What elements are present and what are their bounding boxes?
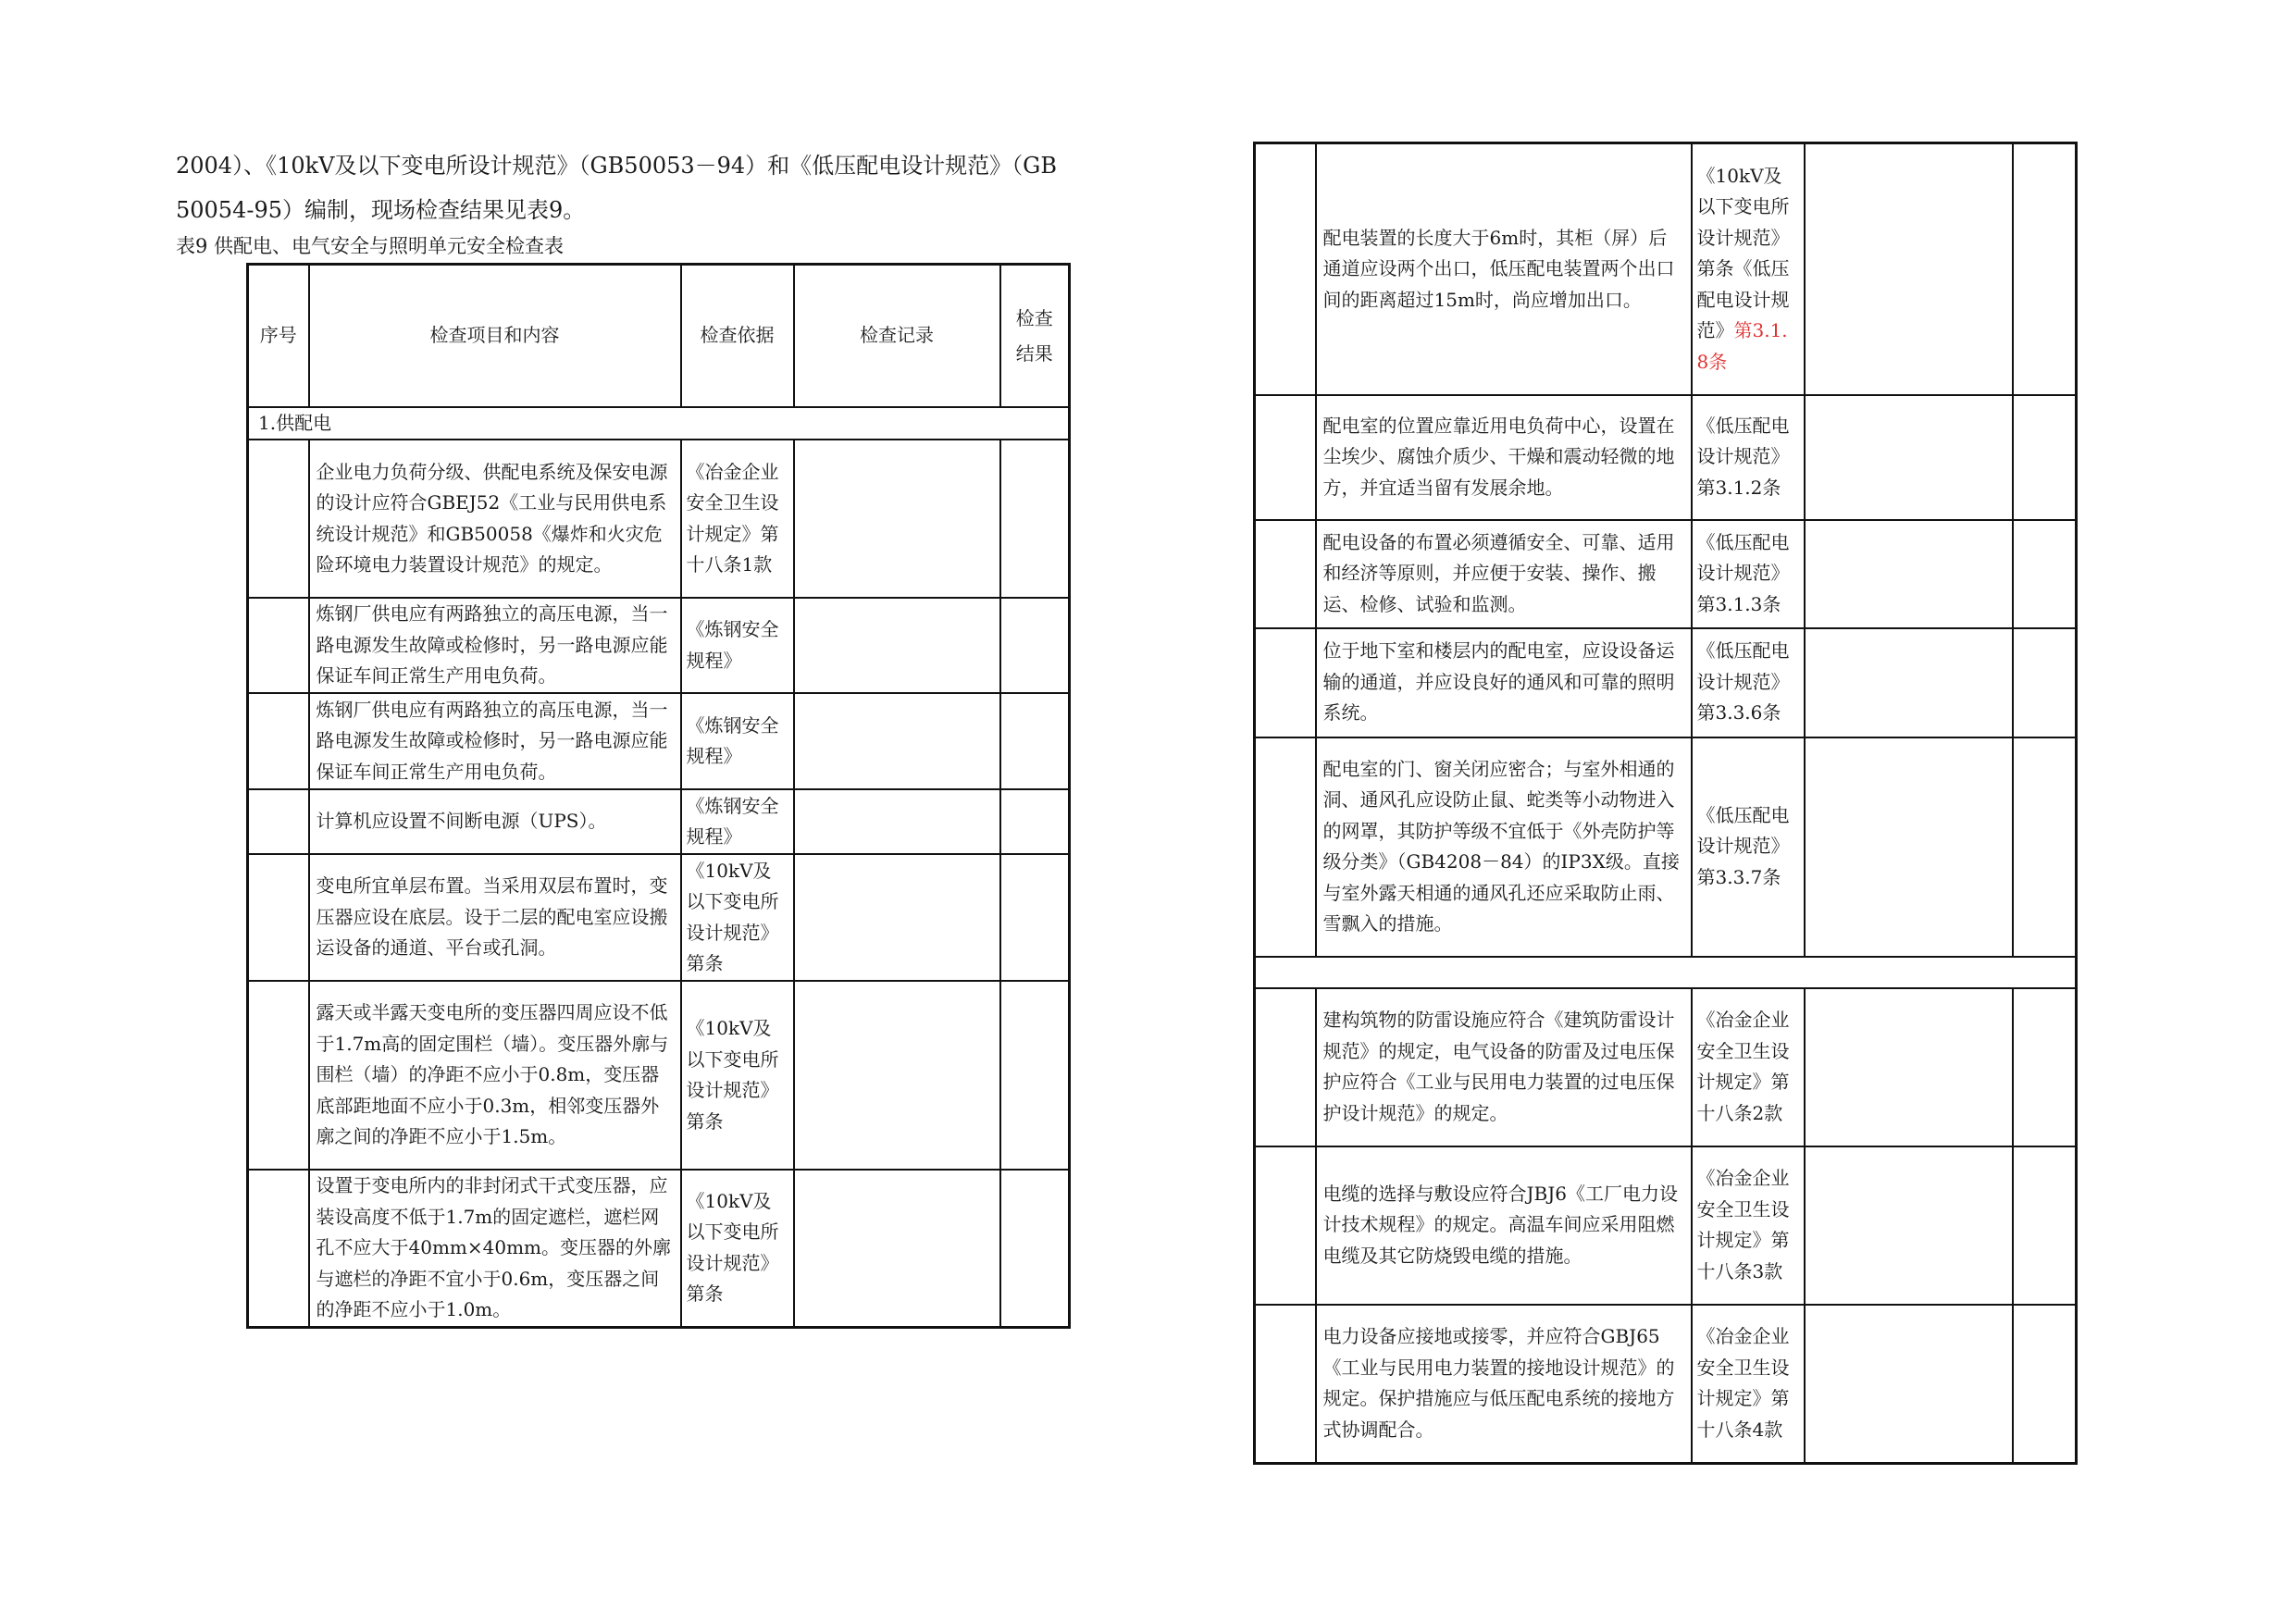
basis-cell: 《冶金企业安全卫生设计规定》第十八条4款: [1692, 1305, 1805, 1464]
safety-check-table-right: [1253, 142, 2078, 1465]
table-row: [248, 598, 1070, 693]
record-cell: [794, 789, 1000, 854]
seq-cell: [1255, 628, 1316, 737]
result-cell: [1000, 440, 1070, 598]
basis-cell: 《低压配电设计规范》第3.1.2条: [1692, 395, 1805, 520]
record-cell: [1805, 737, 2013, 957]
seq-cell: [1255, 395, 1316, 520]
basis-cell: 《10kV及以下变电所设计规范》第条: [681, 854, 794, 981]
content-cell: 电力设备应接地或接零，并应符合GBJ65《工业与民用电力装置的接地设计规范》的规定。保护措施应与低压配电系统的接地方式协调配合。: [1316, 1305, 1692, 1464]
table-row: [1255, 395, 2077, 520]
result-cell: [1000, 598, 1070, 693]
result-cell: [2013, 737, 2077, 957]
intro-line-1: 2004）、《10kV及以下变电所设计规范》（GB50053－94）和《低压配电设计规范》（GB: [176, 153, 1057, 179]
record-cell: [1805, 143, 2013, 395]
header-content: 检查项目和内容: [309, 265, 681, 407]
content-cell: 配电装置的长度大于6m时，其柜（屏）后通道应设两个出口，低压配电装置两个出口间的距离超过15m时，尚应增加出口。: [1316, 143, 1692, 395]
seq-cell: [1255, 520, 1316, 628]
record-cell: [1805, 988, 2013, 1146]
record-cell: [1805, 1146, 2013, 1305]
basis-cell: 《炼钢安全规程》: [681, 789, 794, 854]
content-cell: 设置于变电所内的非封闭式干式变压器，应装设高度不低于1.7m的固定遮栏，遮栏网孔不应大于40mm×40mm。变压器的外廓与遮栏的净距不宜小于0.6m，变压器之间的净距不应小于1.0m。: [309, 1170, 681, 1327]
record-cell: [794, 440, 1000, 598]
seq-cell: [248, 598, 309, 693]
content-cell: 炼钢厂供电应有两路独立的高压电源，当一路电源发生故障或检修时，另一路电源应能保证车间正常生产用电负荷。: [309, 693, 681, 789]
table-row: [1255, 143, 2077, 395]
table-row: [248, 981, 1070, 1170]
content-cell: 配电室的位置应靠近用电负荷中心，设置在尘埃少、腐蚀介质少、干燥和震动轻微的地方，并宜适当留有发展余地。: [1316, 395, 1692, 520]
section-title: [1255, 957, 2077, 988]
seq-cell: [248, 1170, 309, 1327]
result-cell: [2013, 520, 2077, 628]
record-cell: [794, 854, 1000, 981]
result-cell: [2013, 988, 2077, 1146]
header-result: 检查结果: [1000, 265, 1070, 407]
table-row: [1255, 628, 2077, 737]
table-row: [248, 854, 1070, 981]
content-cell: 配电室的门、窗关闭应密合；与室外相通的洞、通风孔应设防止鼠、蛇类等小动物进入的网罩，其防护等级不宜低于《外壳防护等级分类》（GB4208－84）的IP3X级。直接与室外露天相通的通风孔还应采取防止雨、雪飘入的措施。: [1316, 737, 1692, 957]
result-cell: [1000, 854, 1070, 981]
table-row: [1255, 1146, 2077, 1305]
basis-cell: 《低压配电设计规范》第3.3.7条: [1692, 737, 1805, 957]
intro-line-2: 50054-95）编制，现场检查结果见表9。: [176, 197, 586, 223]
result-cell: [2013, 395, 2077, 520]
basis-cell: 《冶金企业安全卫生设计规定》第十八条3款: [1692, 1146, 1805, 1305]
section-title: 1.供配电: [248, 407, 1070, 440]
record-cell: [794, 981, 1000, 1170]
table-header-row: [248, 265, 1070, 407]
seq-cell: [1255, 1146, 1316, 1305]
record-cell: [1805, 1305, 2013, 1464]
content-cell: 配电设备的布置必须遵循安全、可靠、适用和经济等原则，并应便于安装、操作、搬运、检修、试验和监测。: [1316, 520, 1692, 628]
table-row: [248, 693, 1070, 789]
seq-cell: [1255, 737, 1316, 957]
section-row: [248, 407, 1070, 440]
result-cell: [2013, 1305, 2077, 1464]
basis-text-highlight: 第3.1.8条: [1696, 319, 1788, 373]
content-cell: 电缆的选择与敷设应符合JBJ6《工厂电力设计技术规程》的规定。高温车间应采用阻燃电缆及其它防烧毁电缆的措施。: [1316, 1146, 1692, 1305]
result-cell: [1000, 981, 1070, 1170]
table-row: [1255, 520, 2077, 628]
basis-text: 《10kV及以下变电所设计规范》第条《低压配电设计规范》: [1696, 164, 1790, 341]
result-cell: [2013, 143, 2077, 395]
header-record: 检查记录: [794, 265, 1000, 407]
content-cell: 位于地下室和楼层内的配电室，应设设备运输的通道，并应设良好的通风和可靠的照明系统。: [1316, 628, 1692, 737]
record-cell: [794, 598, 1000, 693]
basis-cell: 《冶金企业安全卫生设计规定》第十八条1款: [681, 440, 794, 598]
seq-cell: [248, 440, 309, 598]
record-cell: [794, 693, 1000, 789]
seq-cell: [248, 854, 309, 981]
record-cell: [1805, 395, 2013, 520]
record-cell: [1805, 628, 2013, 737]
basis-cell: 《低压配电设计规范》第3.3.6条: [1692, 628, 1805, 737]
content-cell: 计算机应设置不间断电源（UPS）。: [309, 789, 681, 854]
basis-cell: [1692, 143, 1805, 395]
table-caption: 表9 供配电、电气安全与照明单元安全检查表: [176, 235, 565, 257]
basis-cell: 《炼钢安全规程》: [681, 598, 794, 693]
intro-paragraph: [176, 143, 1092, 232]
result-cell: [1000, 693, 1070, 789]
basis-cell: 《炼钢安全规程》: [681, 693, 794, 789]
content-cell: 企业电力负荷分级、供配电系统及保安电源的设计应符合GBEJ52《工业与民用供电系统设计规范》和GB50058《爆炸和火灾危险环境电力装置设计规范》的规定。: [309, 440, 681, 598]
content-cell: 建构筑物的防雷设施应符合《建筑防雷设计规范》的规定，电气设备的防雷及过电压保护应符合《工业与民用电力装置的过电压保护设计规范》的规定。: [1316, 988, 1692, 1146]
content-cell: 露天或半露天变电所的变压器四周应设不低于1.7m高的固定围栏（墙）。变压器外廓与围栏（墙）的净距不应小于0.8m，变压器底部距地面不应小于0.3m，相邻变压器外廓之间的净距不应小于1.5m。: [309, 981, 681, 1170]
record-cell: [794, 1170, 1000, 1327]
result-cell: [2013, 1146, 2077, 1305]
table-row: [1255, 1305, 2077, 1464]
section-row: [1255, 957, 2077, 988]
record-cell: [1805, 520, 2013, 628]
seq-cell: [248, 981, 309, 1170]
content-cell: 炼钢厂供电应有两路独立的高压电源，当一路电源发生故障或检修时，另一路电源应能保证车间正常生产用电负荷。: [309, 598, 681, 693]
table-row: [248, 440, 1070, 598]
seq-cell: [1255, 143, 1316, 395]
result-cell: [1000, 789, 1070, 854]
header-seq: 序号: [248, 265, 309, 407]
seq-cell: [1255, 1305, 1316, 1464]
result-cell: [1000, 1170, 1070, 1327]
table-row: [248, 789, 1070, 854]
basis-cell: 《10kV及以下变电所设计规范》第条: [681, 1170, 794, 1327]
basis-cell: 《10kV及以下变电所设计规范》第条: [681, 981, 794, 1170]
safety-check-table-left: [246, 263, 1071, 1329]
content-cell: 变电所宜单层布置。当采用双层布置时，变压器应设在底层。设于二层的配电室应设搬运设备的通道、平台或孔洞。: [309, 854, 681, 981]
table-row: [248, 1170, 1070, 1327]
header-basis: 检查依据: [681, 265, 794, 407]
basis-cell: 《低压配电设计规范》第3.1.3条: [1692, 520, 1805, 628]
table-row: [1255, 988, 2077, 1146]
seq-cell: [1255, 988, 1316, 1146]
basis-cell: 《冶金企业安全卫生设计规定》第十八条2款: [1692, 988, 1805, 1146]
table-row: [1255, 737, 2077, 957]
seq-cell: [248, 789, 309, 854]
result-cell: [2013, 628, 2077, 737]
seq-cell: [248, 693, 309, 789]
